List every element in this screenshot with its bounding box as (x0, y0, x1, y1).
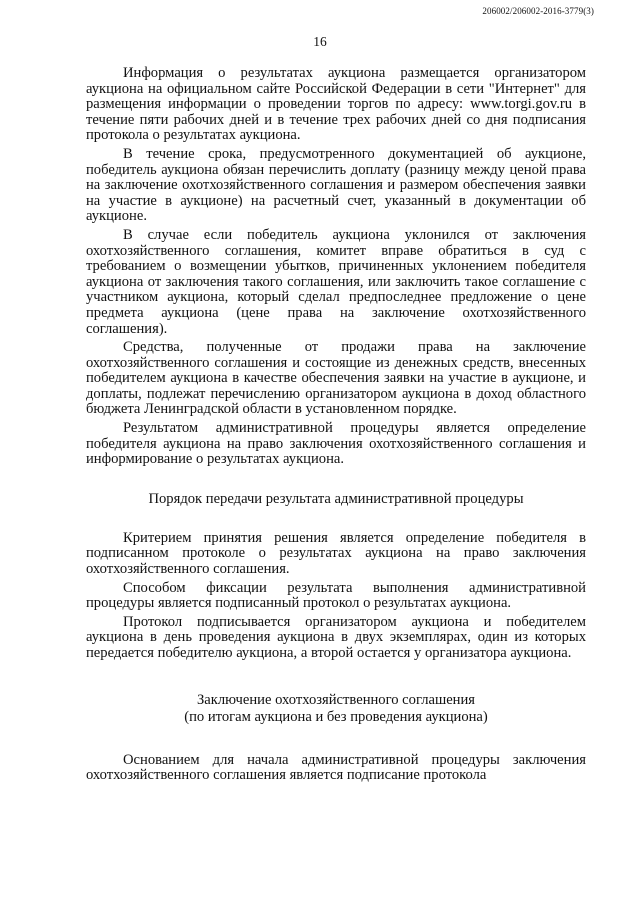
document-body (86, 66, 586, 787)
paragraph: Критерием принятия решения является определение победителя в подписанном протоколе о результатах аукциона на право заключения охотхозяйственного соглашения. (86, 529, 586, 578)
paragraph: Основанием для начала административной процедуры заключения охотхозяйственного соглашения является подписание протокола (86, 751, 586, 784)
section-heading-line2: (по итогам аукциона и без проведения аукциона) (184, 708, 488, 725)
document-id: 206002/206002-2016-3779(3) (482, 6, 594, 16)
paragraph: Информация о результатах аукциона размещается организатором аукциона на официальном сайте Российской Федерации в сети "Интернет" для размещения информации о проведении торгов по адресу: www.torgi.gov.ru в течение пяти рабочих дней и в течение трех рабочих дней со дня подписания протокола о результатах аукциона. (86, 65, 586, 144)
section-heading: Порядок передачи результата административной процедуры (148, 490, 524, 507)
section-heading-line1: Заключение охотхозяйственного соглашения (197, 691, 475, 708)
paragraph: Результатом административной процедуры является определение победителя аукциона на право заключения охотхозяйственного соглашения и информирование о результатах аукциона. (86, 420, 586, 468)
paragraph: Протокол подписывается организатором аукциона и победителем аукциона в день проведения аукциона в двух экземплярах, один из которых передается победителю аукциона, а второй остается у организатора аукциона. (86, 613, 586, 661)
paragraph: Способом фиксации результата выполнения административной процедуры является подписанный протокол о результатах аукциона. (86, 579, 586, 612)
paragraph: Средства, полученные от продажи права на заключение охотхозяйственного соглашения и состоящие из денежных средств, внесенных победителем аукциона в качестве обеспечения заявки на участие в аукционе, и доплаты, подлежат перечислению организатором аукциона в доход областного бюджета Ленинградской области в установленном порядке. (86, 339, 586, 418)
paragraph: В течение срока, предусмотренного документацией об аукционе, победитель аукциона обязан перечислить доплату (разницу между ценой права на заключение охотхозяйственного соглашения и размером обеспечения заявки на участие в аукционе) на расчетный счет, указанный в документации об аукционе. (86, 145, 586, 225)
page-number: 16 (313, 34, 327, 49)
paragraph: В случае если победитель аукциона уклонился от заключения охотхозяйственного соглашения, комитет вправе обратиться в суд с требованием о возмещении убытков, причиненных уклонением победителя аукциона от заключения такого соглашения, или заключить такое соглашение с участником аукциона, который сделал предпоследнее предложение о цене предмета аукциона (цене права на заключение охотхозяйственного соглашения). (86, 226, 586, 337)
